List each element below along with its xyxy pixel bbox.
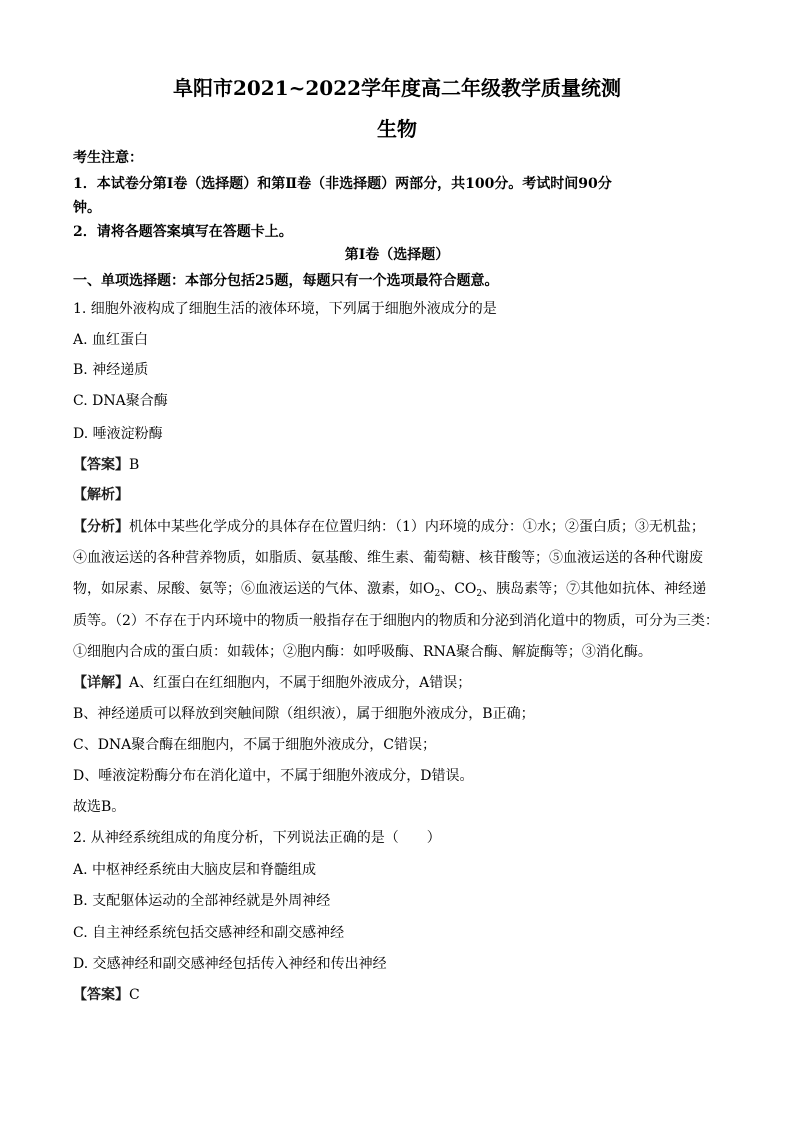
xiangjie-line-b: B、神经递质可以释放到突触间隙（组织液），属于细胞外液成分，B正确；	[73, 706, 535, 722]
xiangjie-line-a	[73, 673, 723, 693]
notice-item-1-cont: 钟。	[73, 200, 101, 216]
exam-title: 阜阳市2021~2022学年度高二年级教学质量统测	[172, 76, 622, 100]
section-heading: 一、单项选择题：本部分包括25题，每题只有一个选项最符合题意。	[73, 273, 499, 289]
fenxi-text-3b: 、CO	[440, 581, 477, 597]
answer-tag: 【答案】	[73, 457, 129, 473]
fenxi-line-1	[73, 517, 723, 537]
notice-item-1: 1．本试卷分第Ⅰ卷（选择题）和第Ⅱ卷（非选择题）两部分，共100分。考试时间90分	[73, 176, 612, 192]
question-2-stem: 2. 从神经系统组成的角度分析，下列说法正确的是（ ）	[73, 830, 441, 846]
question-1-conclusion: 故选B。	[73, 799, 126, 815]
answer-value-2: C	[129, 987, 140, 1003]
notice-item-2: 2．请将各题答案填写在答题卡上。	[73, 224, 293, 240]
fenxi-line-4: 质等。（2）不存在于内环境中的物质一般指存在于细胞内的物质和分泌到消化道中的物质，可分为三类：	[73, 613, 719, 629]
question-2-answer	[73, 985, 723, 1005]
question-1-stem: 1. 细胞外液构成了细胞生活的液体环境，下列属于细胞外液成分的是	[73, 301, 497, 317]
xiangjie-text-a: A、红蛋白在红细胞内，不属于细胞外液成分，A错误；	[129, 675, 472, 691]
analysis-tag: 【解析】	[73, 487, 129, 503]
fenxi-line-2: ④血液运送的各种营养物质，如脂质、氨基酸、维生素、葡萄糖、核苷酸等；⑤血液运送的各种代谢废	[73, 550, 703, 566]
question-1-option-d: D. 唾液淀粉酶	[73, 426, 163, 442]
fenxi-tag: 【分析】	[73, 519, 129, 535]
xiangjie-tag: 【详解】	[73, 675, 129, 691]
question-1-option-b: B. 神经递质	[73, 362, 149, 378]
fenxi-line-3	[73, 579, 723, 599]
co2-subscript: 2	[476, 589, 483, 599]
question-1-option-a: A. 血红蛋白	[73, 332, 149, 348]
question-2-option-d: D. 交感神经和副交感神经包括传入神经和传出神经	[73, 956, 387, 972]
fenxi-text-3c: 、胰岛素等；⑦其他如抗体、神经递	[482, 581, 707, 597]
fenxi-line-5: ①细胞内合成的蛋白质：如载体；②胞内酶：如呼吸酶、RNA聚合酶、解旋酶等；③消化酶。	[73, 644, 652, 660]
notice-heading: 考生注意：	[73, 150, 143, 166]
question-1-analysis-tag	[73, 485, 723, 505]
question-2-option-b: B. 支配躯体运动的全部神经就是外周神经	[73, 893, 331, 909]
part-heading: 第Ⅰ卷（选择题）	[344, 247, 450, 263]
fenxi-text-3a: 物，如尿素、尿酸、氨等；⑥血液运送的气体、激素，如O	[73, 581, 435, 597]
question-2-option-a: A. 中枢神经系统由大脑皮层和脊髓组成	[73, 862, 317, 878]
xiangjie-line-d: D、唾液淀粉酶分布在消化道中，不属于细胞外液成分，D错误。	[73, 768, 474, 784]
answer-value: B	[129, 457, 140, 473]
xiangjie-line-c: C、DNA聚合酶在细胞内，不属于细胞外液成分，C错误；	[73, 737, 437, 753]
o2-subscript: 2	[434, 589, 441, 599]
question-1-answer	[73, 455, 723, 475]
subject-title: 生物	[377, 117, 417, 141]
fenxi-text-1: 机体中某些化学成分的具体存在位置归纳：（1）内环境的成分：①水；②蛋白质；③无机盐；	[129, 519, 705, 535]
question-1-option-c: C. DNA聚合酶	[73, 393, 168, 409]
question-2-option-c: C. 自主神经系统包括交感神经和副交感神经	[73, 925, 345, 941]
answer-tag-2: 【答案】	[73, 987, 129, 1003]
